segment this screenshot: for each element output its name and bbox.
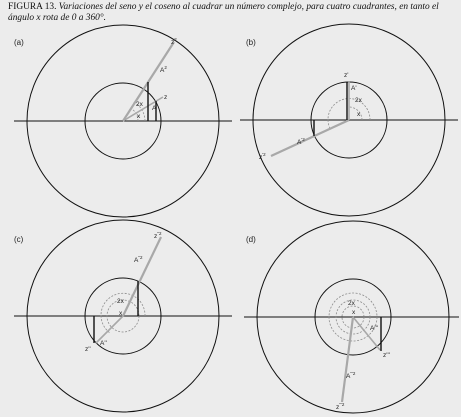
vector-z-squared (342, 317, 353, 402)
label-x: x (119, 310, 123, 317)
label-2x: 2x (348, 300, 355, 307)
panel-label: (b) (246, 38, 256, 47)
panel-label: (a) (14, 38, 24, 47)
caption-number: FIGURA 13. (8, 2, 57, 12)
label-a-squared: $A^{'2}$ (297, 137, 305, 146)
label-2x: 2x (355, 97, 362, 104)
label-a: A''' (370, 325, 379, 332)
label-z-squared: $z^2$ (171, 37, 177, 46)
label-z: z'' (85, 346, 91, 353)
label-z: z (164, 94, 168, 101)
label-z-squared: $z^{'''2}$ (336, 402, 345, 411)
panel-label: (d) (246, 235, 256, 244)
label-a-squared: $A^{'''2}$ (346, 371, 356, 380)
panel-a (14, 25, 232, 217)
vector-z-squared (271, 120, 349, 156)
label-z: z''' (383, 352, 390, 359)
panel-c (14, 220, 232, 412)
label-z-squared: $z^{'2}$ (259, 152, 266, 161)
label-a: A'' (100, 340, 107, 347)
label-a-squared: $A^2$ (160, 65, 167, 74)
label-a: A' (351, 85, 357, 92)
panel-d (244, 221, 459, 413)
label-x: x (357, 111, 361, 118)
label-2x: 2x (117, 298, 124, 305)
label-z: z' (344, 72, 349, 79)
label-2x: 2x (136, 101, 143, 108)
panel-label: (c) (14, 235, 24, 244)
vector-z (123, 97, 163, 121)
label-x: x (137, 113, 141, 120)
vector-z (96, 316, 123, 343)
caption-text: Variaciones del seno y el coseno al cuadrar un número complejo, para cuatro cuadrantes, en tanto el ángulo x rota de 0 a 360°. (8, 2, 439, 23)
label-z-squared: $z^{''2}$ (154, 231, 162, 240)
label-a: A (152, 105, 157, 112)
panel-b (240, 24, 458, 216)
label-x: x (352, 309, 356, 316)
label-a-squared: $A^{''2}$ (134, 255, 143, 264)
